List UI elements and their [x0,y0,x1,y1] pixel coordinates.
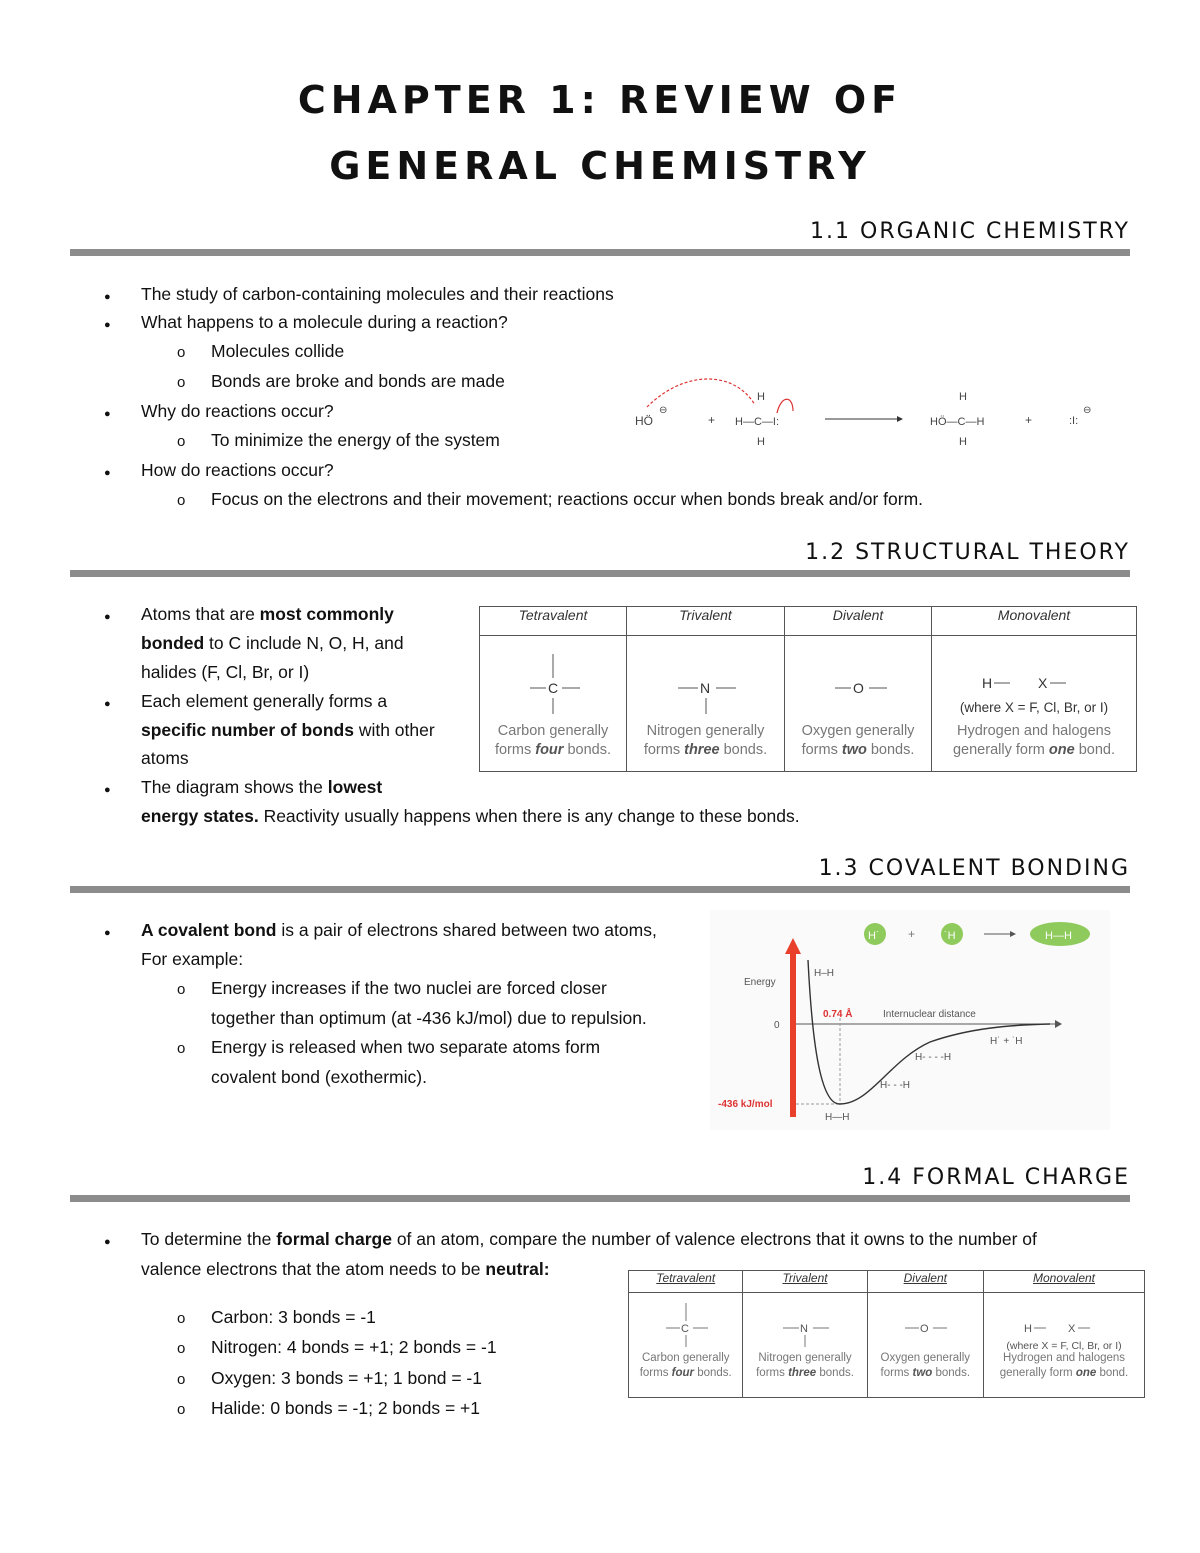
list-item: Atoms that are most commonly [141,604,394,624]
section-divider [70,886,1130,893]
methyl-iodide: H—C—I: [735,416,779,428]
table-caption: Oxygen generally forms two bonds. [880,1352,971,1379]
sub-bullet: o [177,1040,186,1057]
bullet: ● [104,467,111,479]
table-caption: Nitrogen generally forms three bonds. [756,1352,854,1379]
list-item: The study of carbon-containing molecules and their reactions [141,284,614,304]
section-heading-formal-charge: 1.4 FORMAL CHARGE [862,1165,1130,1190]
atom-label: C [680,1323,689,1335]
chapter-title-line1: CHAPTER 1: REVIEW OF [297,78,903,122]
list-item: To minimize the energy of the system [211,430,500,450]
sub-bullet: o [177,433,186,450]
table-cell [932,636,1137,772]
molecule-label: H- - -H [880,1080,910,1091]
bond-energy-diagram [710,910,1110,1130]
list-item: What happens to a molecule during a reaction? [141,312,508,332]
monovalent-structures [984,1299,1144,1351]
tetravalent-carbon-structure [636,1299,736,1351]
atom-label: H—H [1045,930,1072,942]
list-item: Why do reactions occur? [141,401,334,421]
methanol: HÖ—C—H [930,416,985,428]
section-heading-organic-chemistry: 1.1 ORGANIC CHEMISTRY [810,219,1130,244]
axis-label: Energy [744,977,776,988]
molecule-label: H˙ + ˙H [990,1036,1023,1047]
bullet: ● [104,291,111,303]
list-item: atoms [141,748,189,768]
minimum-energy-label: -436 kJ/mol [718,1099,773,1110]
list-item: Bonds are broke and bonds are made [211,371,505,391]
tetravalent-carbon-structure [488,648,618,718]
plus-sign: + [708,413,716,427]
axis-tick: 0 [774,1020,780,1031]
charge-icon: ⊖ [659,405,668,416]
iodide: :I: [1069,415,1079,427]
charge-icon: ⊖ [1083,405,1092,416]
table-caption: Nitrogen generally forms three bonds. [643,723,768,758]
molecule-label: H—H [825,1112,850,1123]
list-item: Nitrogen: 4 bonds = +1; 2 bonds = -1 [211,1337,497,1357]
divalent-oxygen-structure [793,648,923,718]
section-divider [70,570,1130,577]
list-item: covalent bond (exothermic). [211,1067,427,1087]
list-item: For example: [141,949,244,969]
molecule-label: H–H [814,968,835,979]
atom-label: O [853,680,864,696]
list-item: Energy increases if the two nuclei are forced closer [211,978,607,998]
arrowhead-icon [897,416,903,422]
sub-bullet: o [177,1401,186,1418]
energy-axis-arrow [790,952,796,1117]
bond-length-label: 0.74 Å [823,1009,853,1020]
sub-bullet: o [177,981,186,998]
table-header: Divalent [785,607,932,636]
atom-label: H˙ [868,930,880,942]
table-header: Divalent [867,1271,983,1293]
list-item: To determine the formal charge of an atom, compare the number of valence electrons that it owns to the number of [141,1229,1037,1249]
list-item: Oxygen: 3 bonds = +1; 1 bond = -1 [211,1368,482,1388]
table-header: Trivalent [627,607,785,636]
sn2-reaction-figure [625,375,1105,455]
section-heading-covalent-bonding: 1.3 COVALENT BONDING [818,856,1130,881]
list-item: A covalent bond is a pair of electrons shared between two atoms, [141,920,657,940]
valence-table [479,606,1137,772]
monovalent-structures [934,666,1134,718]
table-caption: Hydrogen and halogens generally form one bond. [952,723,1115,758]
molecule-label: H- - - -H [915,1052,952,1063]
section-heading-structural-theory: 1.2 STRUCTURAL THEORY [805,540,1130,565]
list-item: Molecules collide [211,341,345,361]
table-header: Tetravalent [480,607,627,636]
sub-bullet: o [177,492,186,509]
table-caption: Carbon generally forms four bonds. [494,723,612,758]
hydroxide: HÖ [635,414,653,428]
atom-label: O [920,1323,929,1335]
list-item: bonded to C include N, O, H, and [141,633,404,653]
atom-label: C [548,680,559,696]
list-item: Halide: 0 bonds = -1; 2 bonds = +1 [211,1398,481,1418]
table-cell [629,1293,743,1398]
bullet: ● [104,319,111,331]
halogen-note: (where X = F, Cl, Br, or I) [959,700,1109,715]
section-divider [70,1195,1130,1202]
list-item: valence electrons that the atom needs to be neutral: [141,1259,550,1279]
list-item: specific number of bonds with other [141,720,435,740]
table-header: Tetravalent [629,1271,743,1293]
table-cell [627,636,785,772]
sub-bullet: o [177,344,186,361]
list-item: How do reactions occur? [141,460,334,480]
plus-sign: + [1025,413,1033,427]
sub-bullet: o [177,1340,186,1357]
list-item: Focus on the electrons and their movement; reactions occur when bonds break and/or form. [211,489,924,509]
list-item: energy states. Reactivity usually happens when there is any change to these bonds. [141,806,800,826]
atom-label: X [1038,675,1048,691]
sub-bullet: o [177,374,186,391]
bullet: ● [104,611,111,623]
table-header: Trivalent [743,1271,867,1293]
list-item: together than optimum (at -436 kJ/mol) due to repulsion. [211,1008,647,1028]
valence-table-small [628,1270,1145,1398]
atom-label: H [757,391,765,403]
bullet: ● [104,698,111,710]
list-item: Carbon: 3 bonds = -1 [211,1307,376,1327]
atom-label: H [982,675,993,691]
bullet: ● [104,1236,111,1248]
atom-label: X [1068,1323,1076,1335]
table-header: Monovalent [984,1271,1145,1293]
atom-label: H [959,391,967,403]
table-header: Monovalent [932,607,1137,636]
bullet: ● [104,784,111,796]
halogen-note: (where X = F, Cl, Br, or I) [1006,1340,1122,1351]
plus-sign: + [908,927,916,941]
trivalent-nitrogen-structure [755,1299,855,1351]
table-cell [743,1293,867,1398]
table-caption: Carbon generally forms four bonds. [639,1352,732,1379]
chapter-title-line2: GENERAL CHEMISTRY [329,144,871,188]
list-item: halides (F, Cl, Br, or I) [141,662,310,682]
table-cell [785,636,932,772]
table-cell [867,1293,983,1398]
bullet: ● [104,408,111,420]
atom-label: H [757,436,765,448]
axis-label: Internuclear distance [883,1009,976,1020]
atom-label: H [959,436,967,448]
table-cell [480,636,627,772]
trivalent-nitrogen-structure [636,648,776,718]
curved-arrow-icon [777,399,793,413]
atom-label: H [1024,1323,1032,1335]
atom-label: N [699,680,710,696]
curved-arrow-icon [647,379,755,407]
bullet: ● [104,927,111,939]
section-divider [70,249,1130,256]
table-cell [984,1293,1145,1398]
sub-bullet: o [177,1310,186,1327]
table-caption: Oxygen generally forms two bonds. [801,723,915,758]
atom-label: ˙H [944,930,956,942]
list-item: Each element generally forms a [141,691,388,711]
list-item: Energy is released when two separate atoms form [211,1037,601,1057]
atom-label: N [800,1323,808,1335]
table-caption: Hydrogen and halogens generally form one bond. [999,1352,1129,1379]
divalent-oxygen-structure [875,1299,975,1351]
sub-bullet: o [177,1371,186,1388]
list-item: The diagram shows the lowest [141,777,383,797]
